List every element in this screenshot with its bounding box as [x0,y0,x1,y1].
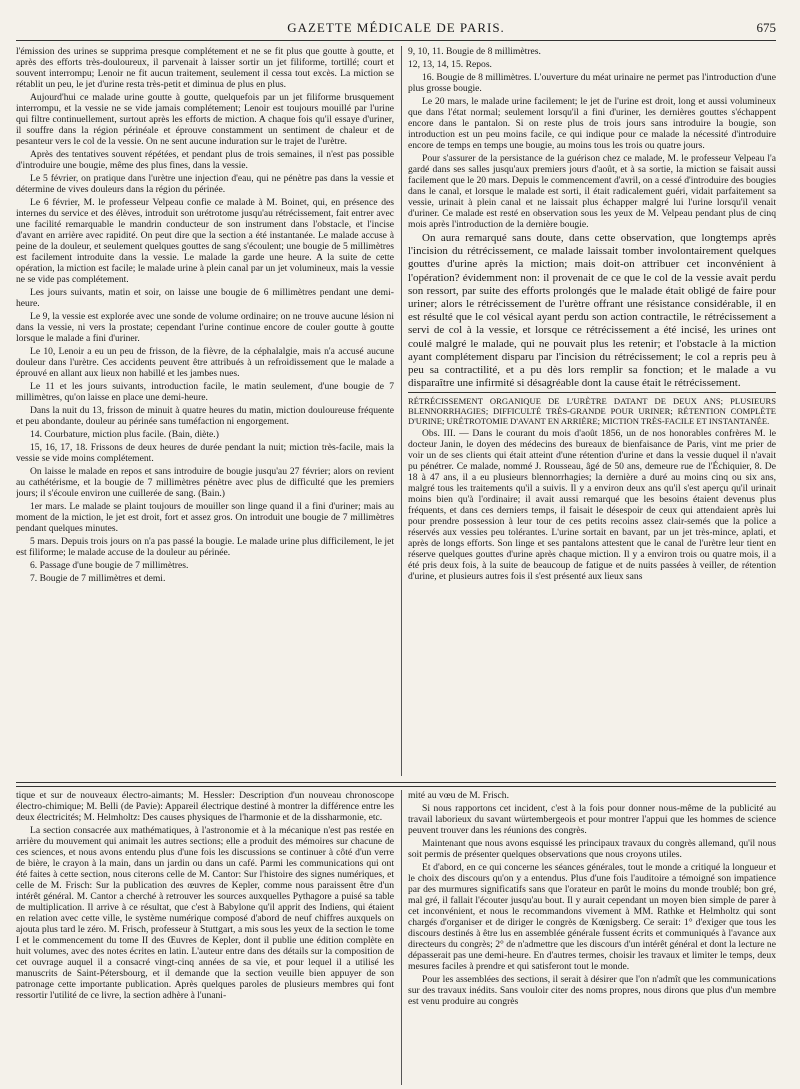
paragraph: 7. Bougie de 7 millimètres et demi. [30,573,166,584]
section-heading: RÉTRÉCISSEMENT ORGANIQUE DE L'URÈTRE DATANT DE DEUX ANS; PLUSIEURS BLENNORRHAGIES; DIFFICULTÉ TRÈS-GRANDE POUR URINER; RÉTENTION COMPLÈTE D'URINE; URÉTROTOMIE D'AVANT EN ARRIÈRE; MICTION TRÈS-FACILE ET INSTANTANÉE. [408,392,776,426]
bottom-right-column [408,790,776,1087]
paragraph: Aujourd'hui ce malade urine goutte à goutte, quelquefois par un jet filiforme brusquement interrompu, et la vessie ne se vide jamais complétement; Lenoir est toujours mouillé par l'urine qui filtre continuellement, surtout après les efforts de miction. A chaque fois qu'il essaye d'uriner, il souffre dans la région périnéale et éprouve constamment un sentiment de chaleur et de pesanteur vers le col de la vessie. On ne sent aucune induration sur le trajet de l'urètre. [16,92,394,147]
paragraph: 14. Courbature, miction plus facile. (Bain, diète.) [30,429,219,440]
left-column [16,46,394,776]
paragraph: 12, 13, 14, 15. Repos. [408,59,492,70]
paragraph: Le 11 et les jours suivants, introduction facile, le matin seulement, d'une bougie de 7 millimètres, qu'on laisse en place une demi-heure. [16,381,394,403]
paragraph: Maintenant que nous avons esquissé les principaux travaux du congrès allemand, qu'il nous soit permis de présenter quelques observations que nous croyons utiles. [408,838,776,860]
paragraph: Si nous rapportons cet incident, c'est à la fois pour donner nous-même de la publicité au travail laborieux du savant würtembergeois et pour montrer l'appui que les hommes de science peuvent trouver dans les réunions des congrès. [408,803,776,836]
paragraph: 1er mars. Le malade se plaint toujours de mouiller son linge quand il a fini d'uriner; mais au moment de la miction, le jet est droit, fort et assez gros. On introduit une bougie de 7 millimètres pendant quelques minutes. [16,501,394,534]
page-number: 675 [756,20,776,35]
paragraph: On laisse le malade en repos et sans introduire de bougie jusqu'au 27 février; alors on revient au cathétérisme, et la bougie de 7 millimètres pénètre avec plus de difficulté que les premiers jours; il s'écoule environ une cuillerée de sang. (Bain.) [16,466,394,499]
horizontal-divider [16,782,776,787]
paragraph: 15, 16, 17, 18. Frissons de deux heures de durée pendant la nuit; miction très-facile, mais la vessie se vide moins complétement. [16,442,394,464]
paragraph: Le 9, la vessie est explorée avec une sonde de volume ordinaire; on ne trouve aucune lésion ni dans la vessie, ni vers la prostate; cependant l'urine continue encore de couler goutte à goutte lorsque le malade a fini d'uriner. [16,311,394,344]
right-column [408,46,776,776]
paragraph: tique et sur de nouveaux électro-aimants; M. Hessler: Description d'un nouveau chronoscope électro-chimique; M. Belli (de Pavie): Appareil électrique destiné à montrer la différence entre les deux électricités; M. Helmholtz: Des causes physiques de l'harmonie et de la dissharmonie, etc. [16,790,394,823]
paragraph: Le 5 février, on pratique dans l'urètre une injection d'eau, qui ne pénètre pas dans la vessie et détermine de vives douleurs dans la région du périnée. [16,173,394,195]
paragraph: 5 mars. Depuis trois jours on n'a pas passé la bougie. Le malade urine plus difficilement, le jet est filiforme; le malade accuse de la douleur au périnée. [16,536,394,558]
paragraph: Et d'abord, en ce qui concerne les séances générales, tout le monde a critiqué la longueur et le choix des discours qu'on y a entendus. Plus d'une fois l'auditoire a témoigné son impatience par des murmures significatifs sans que l'orateur en parût le moins du monde troublé; bon gré, mal gré, il fallait l'écouter jusqu'au bout. Il y aurait cependant un moyen bien simple de parer à cet inconvénient, et nous le recommandons vivement à MM. Rathke et Helmholtz qui sont chargés d'organiser et de diriger le congrès de Kœnigsberg. Ce serait: 1° d'exiger que tous les discours destinés à être lus en assemblée générale fussent écrits et communiqués à l'avance aux directeurs du congrès; 2° de n'admettre que les discours d'un intérêt général et dont la lecture ne dépasserait pas une demi-heure. En d'autres termes, choisir les travaux et limiter le temps, deux mesures faciles à prendre et qui satisferont tout le monde. [408,862,776,972]
page-header [16,18,776,41]
paragraph: Pour les assemblées des sections, il serait à désirer que l'on n'admît que les communications sur des travaux inédits. Sans vouloir citer des noms propres, nous dirons que plus d'un membre est venu produire au congrès [408,974,776,1007]
paragraph: Les jours suivants, matin et soir, on laisse une bougie de 6 millimètres pendant une demi-heure. [16,287,394,309]
paragraph: 6. Passage d'une bougie de 7 millimètres. [30,560,189,571]
column-divider-bottom [401,790,402,1085]
observation-paragraph: Obs. III. — Dans le courant du mois d'août 1856, un de nos honorables confrères M. le docteur Janin, le doyen des médecins des bureaux de bienfaisance de Paris, vint me prier de voir un de ses clients qui était atteint d'une rétention d'urine et dans la vessie duquel il n'avait pu pénétrer. Ce malade, nommé J. Rousseau, âgé de 50 ans, demeure rue de l'Échiquier, 8. De 18 à 47 ans, il a eu plusieurs blennorrhagies; la dernière a duré au moins cinq ou six ans, malgré tous les traitements qu'il a suivis. Il y a environ deux ans qu'il s'est aperçu qu'il urinait moins bien qu'à l'ordinaire; il avait aussi remarqué que les besoins étaient devenus plus fréquents, et dans ces derniers temps, il faisait le désespoir de ceux qui attendaient après lui pour prendre possession à leur tour de ces petits recoins assez clair-semés que la police a réservés aux vessies peu tolérantes. L'urine sortait en bavant, par un jet très-mince, aplati, et après de longs efforts. Son linge et ses pantalons attestent que le canal de l'urètre leur tient en réserve quelques gouttes d'urine après chaque miction. Il y a environ trois ou quatre mois, il a été pris deux fois, à la suite de beaucoup de fatigue et de nuits passées à veiller, de rétention d'urine, et plusieurs autres fois il s'est présenté aux lieux sans [408,428,776,583]
paragraph: Pour s'assurer de la persistance de la guérison chez ce malade, M. le professeur Velpeau l'a gardé dans ses salles jusqu'aux premiers jours d'août, et à sa sortie, la miction se faisait aussi facilement que le 20 mars. Depuis le commencement d'avril, on a cessé d'introduire des bougies dans le canal, et lorsque le malade est sorti, il était radicalement guéri, vidait parfaitement sa vessie, urinait à plein canal et ne laissait plus échapper malgré lui l'urine lorsqu'il venait d'uriner. Ce malade est resté en observation sous les yeux de M. Velpeau pendant plus de cinq mois après l'introduction de la dernière bougie. [408,153,776,230]
bottom-left-column [16,790,394,1087]
remark-paragraph: On aura remarqué sans doute, dans cette observation, que longtemps après l'incision du rétrécissement, ce malade laissait tomber involontairement quelques gouttes d'urine après la miction; mais doit-on attribuer cet inconvénient à l'opération? évidemment non: il provenait de ce que le col de la vessie avait perdu son ressort, par suite des efforts prolongés que le malade était obligé de faire pour uriner; alors le rétrécissement de l'urètre offrant une résistance considérable, il en est résulté que le col vésical ayant perdu son action contractile, le rétrécissement a servi de col à la vessie, et lorsque ce rétrécissement a été incisé, les urines ont coulé malgré le malade, qui ne pouvait plus les retenir; et l'obstacle à la miction ayant complétement disparu par l'incision du rétrécissement; le col a repris peu à peu sa contractilité, et a pu dès lors remplir sa fonction; et le malade a vu disparaître une infirmité si désagréable dont la cause était le rétrécissement. [408,232,776,390]
paragraph: l'émission des urines se supprima presque complétement et ne se fit plus que goutte à goutte, et après des efforts très-douloureux, il parvenait à laisser sortir un jet filiforme, tortillé; court et souvent interrompu; Lenoir ne fit aucun traitement, seulement il cessa tout excès. La miction se rétablit un peu, le jet d'urine resta très-petit et diminua de plus en plus. [16,46,394,90]
paragraph: Dans la nuit du 13, frisson de minuit à quatre heures du matin, miction douloureuse fréquente et peu abondante, douleur au périnée sans tuméfaction ni engorgement. [16,405,394,427]
paragraph: Après des tentatives souvent répétées, et pendant plus de trois semaines, il n'est pas possible d'introduire une bougie, même des plus fines, dans la vessie. [16,149,394,171]
journal-title: GAZETTE MÉDICALE DE PARIS. [287,20,505,35]
column-divider [401,46,402,776]
paragraph: Le 20 mars, le malade urine facilement; le jet de l'urine est droit, long et aussi volumineux que dans l'état normal; seulement lorsqu'il a fini d'uriner, les dernières gouttes s'échappent encore dans le pantalon. Si on reste plus de trois jours sans introduire la bougie, son introduction est un peu moins facile, ce qui indique pour ce malade la nécessité d'introduire encore de temps en temps une bougie, au moins tous les trois ou quatre jours. [408,96,776,151]
paragraph: mité au vœu de M. Frisch. [408,790,509,801]
paragraph: Le 6 février, M. le professeur Velpeau confie ce malade à M. Boinet, qui, en présence des internes du service et des élèves, introduit son urétrotome jusqu'au rétrécissement, fait entrer avec une facilité remarquable le mandrin conducteur de son instrument dans l'obstacle, et l'incise d'avant en arrière avec rapidité. On peut dire que la section a été instantanée. Le malade accuse à peine de la douleur, et seulement quelques gouttes de sang s'écoulent; une bougie de 5 millimètres est facilement introduite dans la vessie. Le malade la garde une heure. A la suite de cette opération, la miction est facile; le malade urine à plein canal par un jet volumineux, mais la vessie ne se vide pas complétement. [16,197,394,285]
paragraph: 16. Bougie de 8 millimètres. L'ouverture du méat urinaire ne permet pas l'introduction d'une plus grosse bougie. [408,72,776,94]
paragraph: Le 10, Lenoir a eu un peu de frisson, de la fièvre, de la céphalalgie, mais n'a accusé aucune douleur dans l'urètre. Ces accidents peuvent être attribués à un refroidissement que le malade a éprouvé en allant aux lieux non habillé et les jambes nues. [16,346,394,379]
paragraph: La section consacrée aux mathématiques, à l'astronomie et à la mécanique n'est pas restée en arrière du mouvement qui animait les autres sections; elle a produit des mémoires sur chacune de ces sciences, et nous avons entendu plus d'une fois les discussions se continuer à côté d'un verre de bière, le crayon à la main, dans un jardin ou dans un café. Parmi les communications qui ont été faites à cette section, nous citerons celle de M. Cantor: Sur l'histoire des signes numériques, et celle de M. Frisch: Sur la publication des œuvres de Kepler, comme nous paraissent être d'un intérêt général. M. Cantor a cherché à retrouver les sources auxquelles Pythagore a puisé sa table de multiplication. Il arrive à ce résultat, que c'est à Babylone qu'il apprit des Indiens, qui étaient en relation avec cette ville, le système numérique composé d'abord de neuf chiffres auxquels on ajouta plus tard le zéro. M. Frisch, professeur à Stuttgart, a mis sous les yeux de la section le tome I et le commencement du tome II des Œuvres de Kepler, dont il publie une édition complète en huit volumes, avec des notes écrites en latin. L'auteur entre dans des détails sur la composition de cet ouvrage auquel il a consacré vingt-cinq années de sa vie, et pour lequel il a utilisé les manuscrits de Saint-Pétersbourg, et il demande que la section veuille bien appuyer de son patronage cette importante publication. Après quelques paroles de plusieurs membres qui font ressortir l'utilité de ce livre, la section adhère à l'unani- [16,825,394,1001]
paragraph: 9, 10, 11. Bougie de 8 millimètres. [408,46,541,57]
